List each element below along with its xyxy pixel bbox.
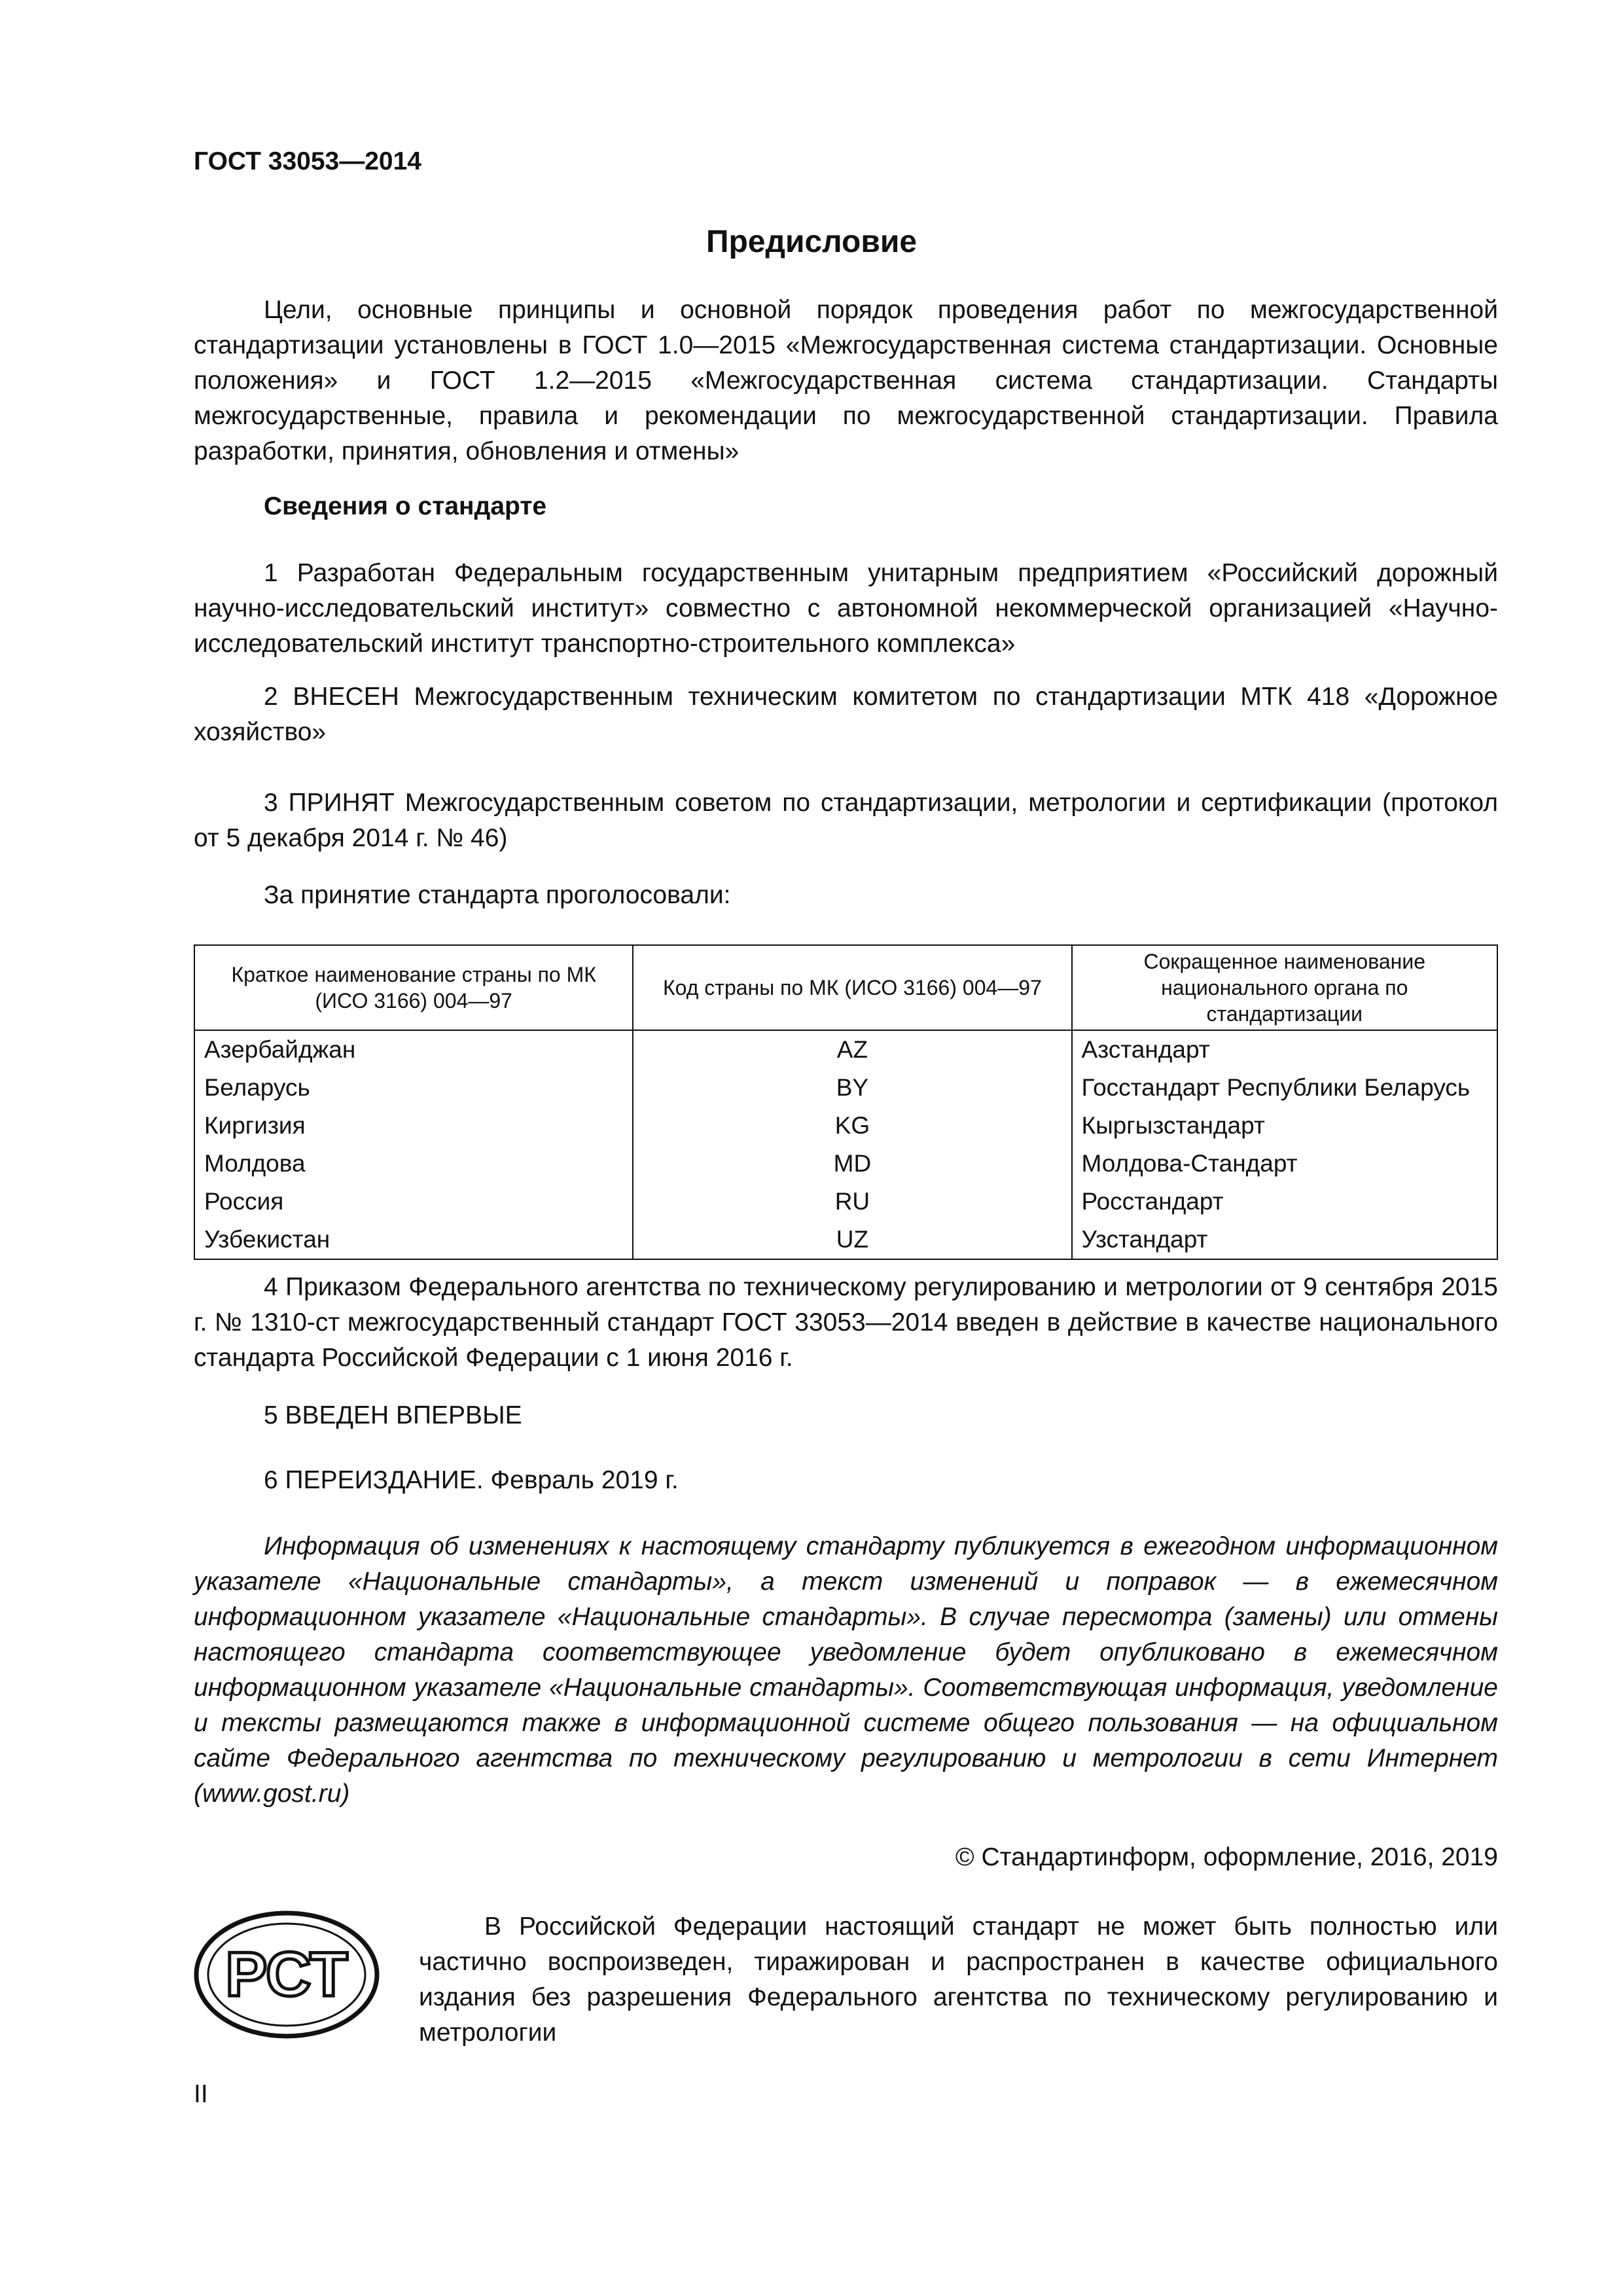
page-title: Предисловие xyxy=(705,224,918,259)
copyright-notice-paragraph: В Российской Федерации настоящий стандарт не может быть полностью или частично воспроизведен, тиражирован и распространен в качестве официального издания без разрешения Федерального агентства по техническому регулированию и метрологии xyxy=(419,1912,1498,2047)
info-note-paragraph: Информация об изменениях к настоящему стандарту публикуется в ежегодном информационном указателе «Национальные стандарты», а текст изменений и поправок — в ежемесячном информационном указателе «Национальные стандарты». В случае пересмотра (замены) или отмены настоящего стандарта соответствующее уведомление будет опубликовано в ежемесячном информационном указателе «Национальные стандарты». Соответствующая информация, уведомление и тексты размещаются также в информационной системе общего пользования — на официальном сайте Федерального агентства по техническому регулированию и метрологии в сети Интернет (www.gost.ru) xyxy=(194,1532,1498,1808)
item-6-line: 6 ПЕРЕИЗДАНИЕ. Февраль 2019 г. xyxy=(264,1466,679,1494)
country-code-cell: BY xyxy=(633,1069,1071,1107)
standards-body-cell: Кыргызстандарт xyxy=(1072,1107,1497,1145)
table-row xyxy=(194,1107,1497,1145)
table-row xyxy=(194,1221,1497,1259)
document-code: ГОСТ 33053—2014 xyxy=(194,147,421,175)
country-code-cell: AZ xyxy=(633,1030,1071,1069)
item-5-line: 5 ВВЕДЕН ВПЕРВЫЕ xyxy=(264,1401,522,1429)
table-header-row xyxy=(194,945,1497,1030)
country-cell: Беларусь xyxy=(194,1069,633,1107)
logo-text: РСТ xyxy=(225,1939,348,2009)
country-cell: Россия xyxy=(194,1183,633,1221)
standards-body-cell: Азстандарт xyxy=(1072,1030,1497,1069)
country-cell: Азербайджан xyxy=(194,1030,633,1069)
standards-body-cell: Молдова-Стандарт xyxy=(1072,1145,1497,1183)
country-code-cell: UZ xyxy=(633,1221,1071,1259)
table-row xyxy=(194,1183,1497,1221)
standards-body-cell: Госстандарт Республики Беларусь xyxy=(1072,1069,1497,1107)
standards-body-cell: Росстандарт xyxy=(1072,1183,1497,1221)
section-heading: Сведения о стандарте xyxy=(264,492,547,520)
standards-body-cell: Узстандарт xyxy=(1072,1221,1497,1259)
item-2-paragraph: 2 ВНЕСЕН Межгосударственным техническим комитетом по стандартизации МТК 418 «Дорожное хозяйство» xyxy=(194,683,1498,746)
item-4-paragraph: 4 Приказом Федерального агентства по техническому регулированию и метрологии от 9 сентября 2015 г. № 1310-ст межгосударственный стандарт ГОСТ 33053—2014 введен в действие в качестве национального стандарта Российской Федерации с 1 июня 2016 г. xyxy=(194,1273,1498,1372)
vote-intro: За принятие стандарта проголосовали: xyxy=(264,881,731,909)
country-cell: Узбекистан xyxy=(194,1221,633,1259)
rst-certification-logo-icon xyxy=(194,1909,380,2040)
column-header-code: Код страны по МК (ИСО 3166) 004—97 xyxy=(633,945,1071,1030)
country-code-cell: KG xyxy=(633,1107,1071,1145)
country-code-cell: RU xyxy=(633,1183,1071,1221)
voting-countries-table xyxy=(194,944,1498,1260)
copyright-line: © Стандартинформ, оформление, 2016, 2019 xyxy=(955,1843,1498,1871)
column-header-body: Сокращенное наименование национального органа по стандартизации xyxy=(1072,945,1497,1030)
table-row xyxy=(194,1030,1497,1069)
page-number: II xyxy=(194,2080,208,2108)
country-cell: Киргизия xyxy=(194,1107,633,1145)
table-row xyxy=(194,1145,1497,1183)
country-cell: Молдова xyxy=(194,1145,633,1183)
table-row xyxy=(194,1069,1497,1107)
item-3-paragraph: 3 ПРИНЯТ Межгосударственным советом по стандартизации, метрологии и сертификации (протокол от 5 декабря 2014 г. № 46) xyxy=(194,789,1498,852)
country-code-cell: MD xyxy=(633,1145,1071,1183)
intro-paragraph: Цели, основные принципы и основной порядок проведения работ по межгосударственной стандартизации установлены в ГОСТ 1.0—2015 «Межгосударственная система стандартизации. Основные положения» и ГОСТ 1.2—2015 «Межгосударственная система стандартизации. Стандарты межгосударственные, правила и рекомендации по межгосударственной стандартизации. Правила разработки, принятия, обновления и отмены» xyxy=(194,296,1498,465)
column-header-country: Краткое наименование страны по МК (ИСО 3166) 004—97 xyxy=(194,945,633,1030)
item-1-paragraph: 1 Разработан Федеральным государственным унитарным предприятием «Российский дорожный научно-исследовательский институт» совместно с автономной некоммерческой организацией «Научно-исследовательский институт транспортно-строительного комплекса» xyxy=(194,559,1498,658)
